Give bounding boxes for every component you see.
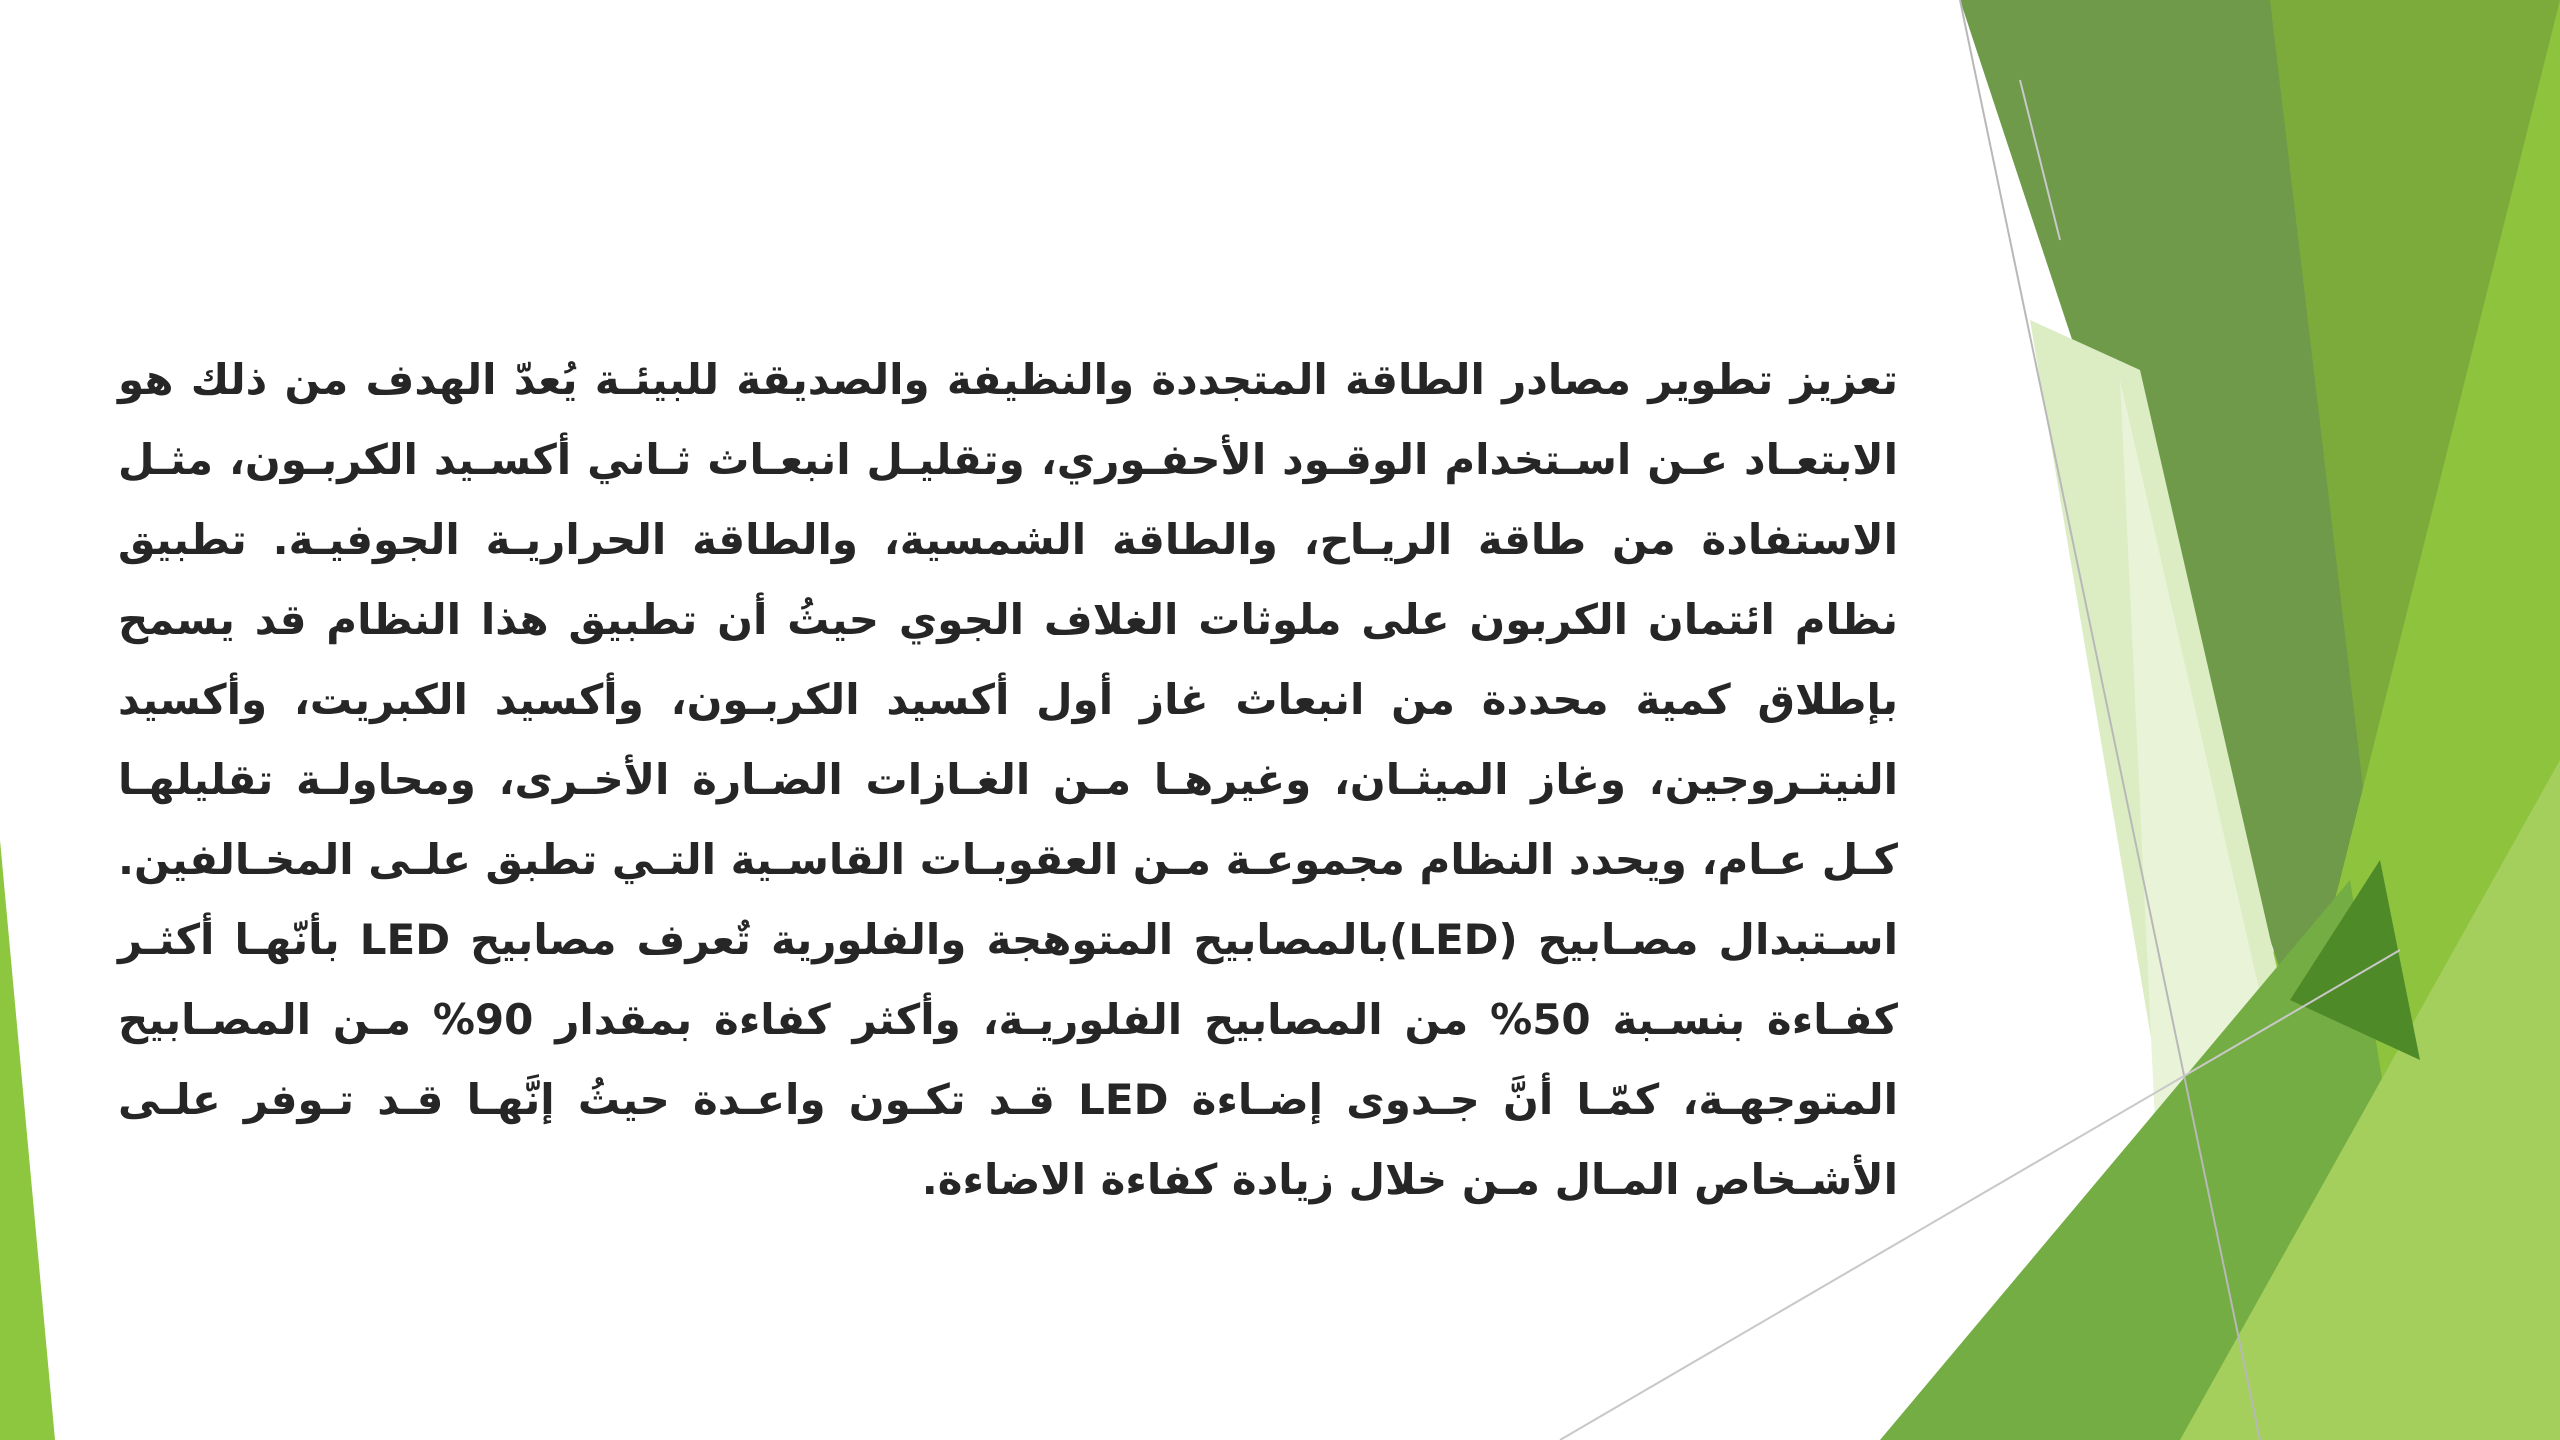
body-paragraph: تعزيز تطوير مصادر الطاقة المتجددة والنظيفة والصديقة للبيئـة يُعدّ الهدف من ذلك هو الابتعـاد عـن اسـتخدام الوقـود الأحفـوري، وتقليـل انبعـاث ثـاني أكسـيد الكربـون، مثـل الاستفادة من طاقة الريـاح، والطاقة الشمسية، والطاقة الحراريـة الجوفيـة. تطبيق نظام ائتمان الكربون على ملوثات الغلاف الجوي حيثُ أن تطبيق هذا النظام قد يسمح بإطلاق كمية محددة من انبعاث غاز أول أكسيد الكربـون، وأكسيد الكبريت، وأكسيد النيتـروجين، وغاز الميثـان، وغيرهـا مـن الغـازات الضـارة الأخـرى، ومحاولـة تقليلهـا كـل عـام، ويحدد النظام مجموعـة مـن العقوبـات القاسـية التـي تطبق علـى المخـالفين. اسـتبدال مصـابيح (LED)بالمصابيح المتوهجة والفلورية تٌعرف مصابيح LED بأنّهـا أكثـر كفـاءة بنسـبة 50% من المصابيح الفلوريـة، وأكثر كفاءة بمقدار 90% مـن المصـابيح المتوجهـة، كمّـا أنَّ جـدوى إضـاءة LED قـد تكـون واعـدة حيثُ إنَّهـا قـد تـوفر علـى الأشـخاص المـال مـن خلال زيادة كفاءة الاضاءة.: [118, 355, 1898, 1204]
left-accent-sliver: [0, 840, 55, 1440]
